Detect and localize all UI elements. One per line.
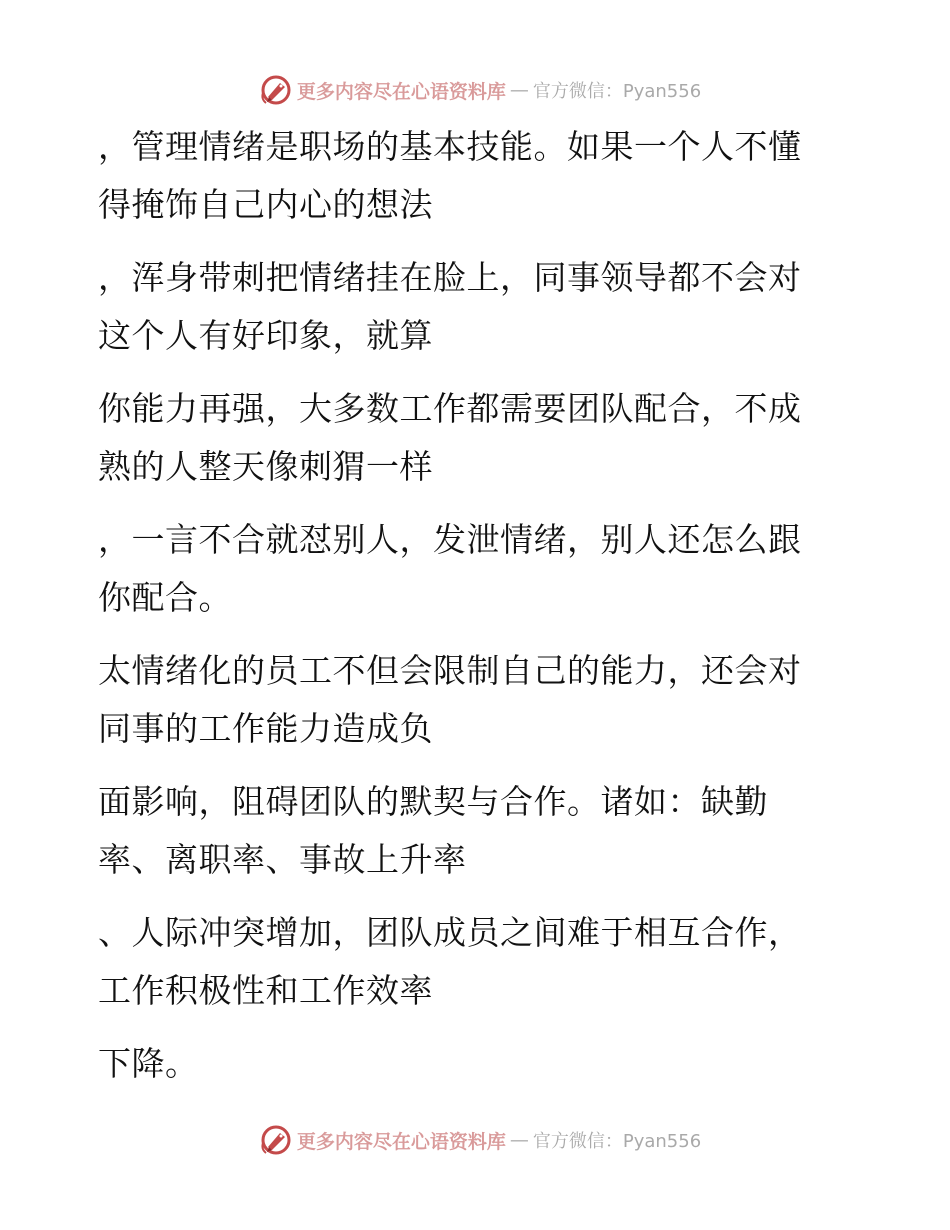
text-line: ，管理情绪是职场的基本技能。如果一个人不懂 [98,127,802,166]
text-line: 太情绪化的员工不但会限制自己的能力，还会对 [98,651,802,690]
text-line: 工作积极性和工作效率 [98,971,433,1010]
document-body [98,118,838,1108]
footer-banner [0,1120,950,1160]
paragraph [98,511,838,627]
header-banner-inner [249,73,701,107]
banner-dash: — [509,1129,529,1151]
footer-banner-inner [249,1123,701,1157]
banner-site-text: 更多内容尽在心语资料库 [296,80,506,103]
pen-nib-seal-icon [259,1123,293,1157]
paragraph [98,904,838,1020]
paragraph [98,380,838,496]
text-line: 熟的人整天像刺猬一样 [98,447,433,486]
banner-dash: — [509,79,529,101]
pen-nib-seal-icon [259,73,293,107]
paragraph [98,1035,838,1093]
banner-wechat-text: 官方微信：Pyan556 [532,1131,702,1152]
text-line: ，一言不合就怼别人，发泄情绪，别人还怎么跟 [98,520,802,559]
text-line: 得掩饰自己内心的想法 [98,185,433,224]
text-line: 率、离职率、事故上升率 [98,840,467,879]
text-line: 这个人有好印象，就算 [98,316,433,355]
text-line: 你能力再强，大多数工作都需要团队配合，不成 [98,389,802,428]
paragraph [98,118,838,234]
paragraph [98,773,838,889]
text-line: 同事的工作能力造成负 [98,709,433,748]
paragraph [98,642,838,758]
text-line: 、人际冲突增加，团队成员之间难于相互合作， [98,913,802,952]
text-line: 面影响，阻碍团队的默契与合作。诸如：缺勤 [98,782,768,821]
paragraph [98,249,838,365]
text-line: 你配合。 [98,578,232,617]
header-banner [0,70,950,110]
text-line: 下降。 [98,1044,199,1083]
banner-wechat-text: 官方微信：Pyan556 [532,81,702,102]
text-line: ，浑身带刺把情绪挂在脸上，同事领导都不会对 [98,258,802,297]
banner-site-text: 更多内容尽在心语资料库 [296,1130,506,1153]
